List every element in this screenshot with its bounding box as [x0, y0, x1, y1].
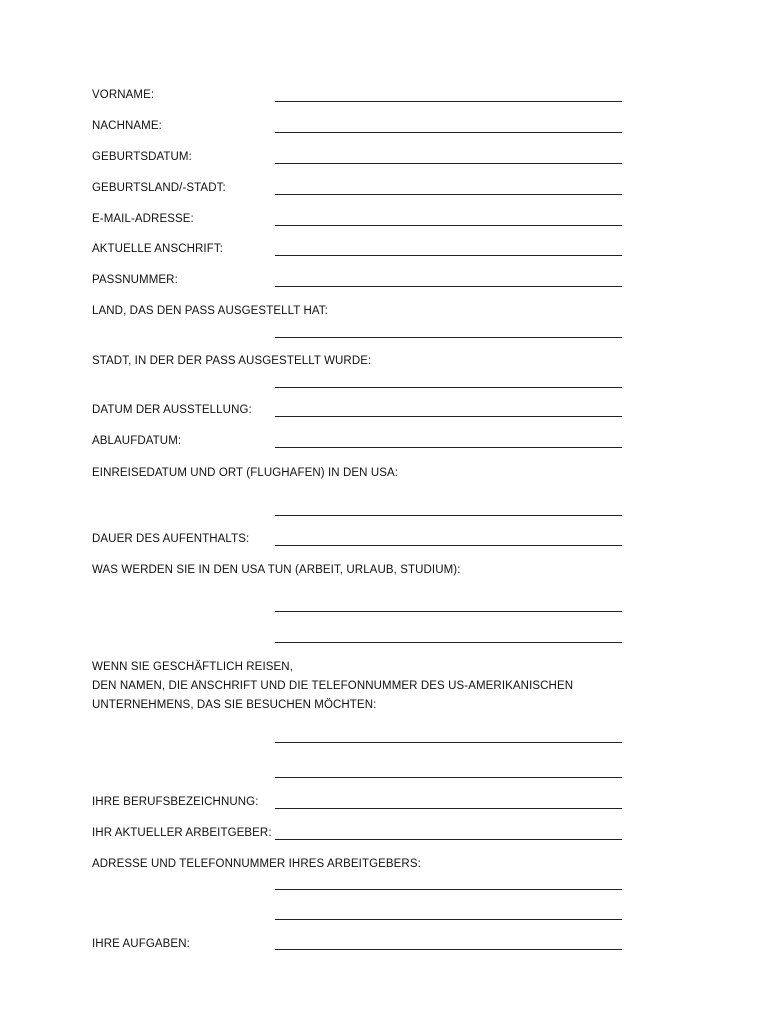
field-email[interactable] — [275, 225, 622, 226]
field-dauer[interactable] — [275, 545, 622, 546]
label-passnummer: PASSNUMMER: — [92, 274, 178, 286]
field-nachname[interactable] — [275, 132, 622, 133]
field-einreise[interactable] — [275, 515, 622, 516]
field-geschaeft-2[interactable] — [275, 777, 622, 778]
field-ablaufdatum[interactable] — [275, 447, 622, 448]
label-pass-stadt: STADT, IN DER DER PASS AUSGESTELLT WURDE: — [92, 355, 372, 367]
label-beruf: IHRE BERUFSBEZEICHNUNG: — [92, 796, 259, 808]
label-einreise: EINREISEDATUM UND ORT (FLUGHAFEN) IN DEN USA: — [92, 467, 399, 479]
label-arbeitgeber: IHR AKTUELLER ARBEITGEBER: — [92, 827, 272, 839]
field-geburtsland[interactable] — [275, 194, 622, 195]
field-beruf[interactable] — [275, 808, 622, 809]
label-email: E-MAIL-ADRESSE: — [92, 213, 194, 225]
field-arbeitgeber-adresse-1[interactable] — [275, 889, 622, 890]
label-vorname: VORNAME: — [92, 89, 155, 101]
label-geschaeft-line1: WENN SIE GESCHÄFTLICH REISEN, — [92, 661, 293, 673]
label-ausstellung: DATUM DER AUSSTELLUNG: — [92, 404, 252, 416]
field-pass-land[interactable] — [275, 337, 622, 338]
label-pass-land: LAND, DAS DEN PASS AUSGESTELLT HAT: — [92, 305, 328, 317]
label-arbeitgeber-adresse: ADRESSE UND TELEFONNUMMER IHRES ARBEITGEBERS: — [92, 858, 421, 870]
label-geburtsland: GEBURTSLAND/-STADT: — [92, 182, 226, 194]
label-geschaeft-line3: UNTERNEHMENS, DAS SIE BESUCHEN MÖCHTEN: — [92, 699, 377, 711]
field-vorname[interactable] — [275, 101, 622, 102]
label-ablaufdatum: ABLAUFDATUM: — [92, 435, 182, 447]
label-geburtsdatum: GEBURTSDATUM: — [92, 151, 192, 163]
label-aufgaben: IHRE AUFGABEN: — [92, 938, 190, 950]
field-geschaeft-1[interactable] — [275, 742, 622, 743]
field-aufgaben[interactable] — [275, 949, 622, 950]
field-ausstellung[interactable] — [275, 416, 622, 417]
field-arbeitgeber[interactable] — [275, 839, 622, 840]
field-pass-stadt[interactable] — [275, 387, 622, 388]
field-zweck-2[interactable] — [275, 642, 622, 643]
field-anschrift[interactable] — [275, 255, 622, 256]
label-dauer: DAUER DES AUFENTHALTS: — [92, 533, 250, 545]
label-nachname: NACHNAME: — [92, 120, 162, 132]
label-geschaeft-line2: DEN NAMEN, DIE ANSCHRIFT UND DIE TELEFONNUMMER DES US-AMERIKANISCHEN — [92, 680, 574, 692]
field-zweck-1[interactable] — [275, 611, 622, 612]
label-anschrift: AKTUELLE ANSCHRIFT: — [92, 243, 223, 255]
label-zweck: WAS WERDEN SIE IN DEN USA TUN (ARBEIT, URLAUB, STUDIUM): — [92, 564, 461, 576]
field-passnummer[interactable] — [275, 286, 622, 287]
field-arbeitgeber-adresse-2[interactable] — [275, 919, 622, 920]
field-geburtsdatum[interactable] — [275, 163, 622, 164]
